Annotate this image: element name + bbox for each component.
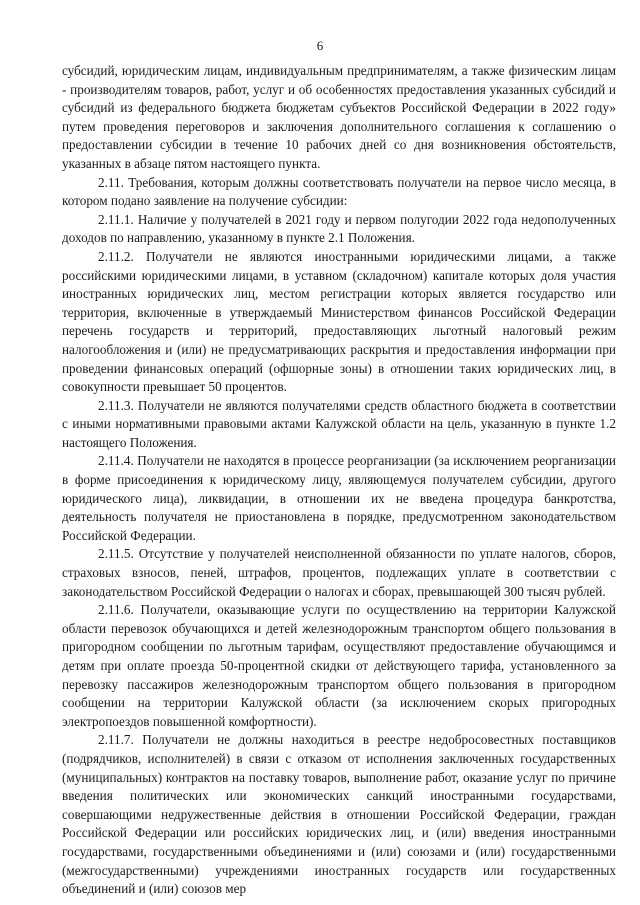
document-body	[62, 62, 616, 899]
paragraph-2-11: 2.11. Требования, которым должны соответствовать получатели на первое число месяца, в котором подано заявление на получение субсидии:	[62, 174, 616, 209]
paragraph-2-11-1: 2.11.1. Наличие у получателей в 2021 году и первом полугодии 2022 года недополученных доходов по направлению, указанному в пункте 2.1 Положения.	[62, 211, 616, 246]
paragraph-2-11-2: 2.11.2. Получатели не являются иностранными юридическими лицами, а также российскими юридическими лицами, в уставном (складочном) капитале которых доля участия иностранных юридических лиц, местом регистрации которых является государство или территория, включенные в утверждаемый Министерством финансов Российской Федерации перечень государств и территорий, предоставляющих льготный налоговый режим налогообложения и (или) не предусматривающих раскрытия и предоставления информации при проведении финансовых операций (офшорные зоны) в отношении таких юридических лиц, в совокупности превышает 50 процентов.	[62, 248, 616, 395]
paragraph-2-11-6: 2.11.6. Получатели, оказывающие услуги по осуществлению на территории Калужской области перевозок обучающихся и детей железнодорожным транспортом общего пользования в пригородном сообщении по льготным тарифам, осуществляют предоставление обучающимся и детям при оплате проезда 50-процентной скидки от действующего тарифа, установленного за перевозку пассажиров железнодорожным транспортом общего пользования в пригородном сообщении на территории Калужской области (за исключением скорых пригородных электропоездов повышенной комфортности).	[62, 602, 616, 729]
page-number: 6	[316, 38, 324, 53]
paragraph-2-11-5: 2.11.5. Отсутствие у получателей неисполненной обязанности по уплате налогов, сборов, страховых взносов, пеней, штрафов, процентов, подлежащих уплате в соответствии с законодательством Российской Федерации о налогах и сборах, превышающей 300 тысяч рублей.	[62, 546, 616, 599]
paragraph-2-11-4: 2.11.4. Получатели не находятся в процессе реорганизации (за исключением реорганизации в форме присоединения к юридическому лицу, являющемуся получателем субсидии, другого юридического лица), ликвидации, в отношении их не введена процедура банкротства, деятельность получателя не приостановлена в порядке, предусмотренном законодательством Российской Федерации.	[62, 453, 616, 543]
paragraph-2-11-3: 2.11.3. Получатели не являются получателями средств областного бюджета в соответствии с иными нормативными правовыми актами Калужской области на цель, указанную в пункте 1.2 настоящего Положения.	[62, 397, 616, 450]
paragraph-2-11-7: 2.11.7. Получатели не должны находиться в реестре недобросовестных поставщиков (подрядчиков, исполнителей) в связи с отказом от исполнения заключенных государственных (муниципальных) контрактов на поставку товаров, выполнение работ, оказание услуг по причине введения политических или экономических санкций иностранными государствами, совершающими недружественные действия в отношении Российской Федерации, граждан Российской Федерации или российских юридических лиц, и (или) введения иностранными государствами, государственными объединениями и (или) союзами и (или) государственными (межгосударственными) учреждениями иностранных государств или государственных объединений и (или) союзов мер	[62, 732, 616, 897]
paragraph-continuation: субсидий, юридическим лицам, индивидуальным предпринимателям, а также физическим лицам - производителям товаров, работ, услуг и об особенностях предоставления указанных субсидий и субсидий из федерального бюджета бюджетам субъектов Российской Федерации в 2022 году» путем проведения переговоров и заключения дополнительного соглашения к соглашению о предоставлении субсидии в течение 10 рабочих дней со дня возникновения обстоятельств, указанных в абзаце пятом настоящего пункта.	[62, 63, 616, 171]
